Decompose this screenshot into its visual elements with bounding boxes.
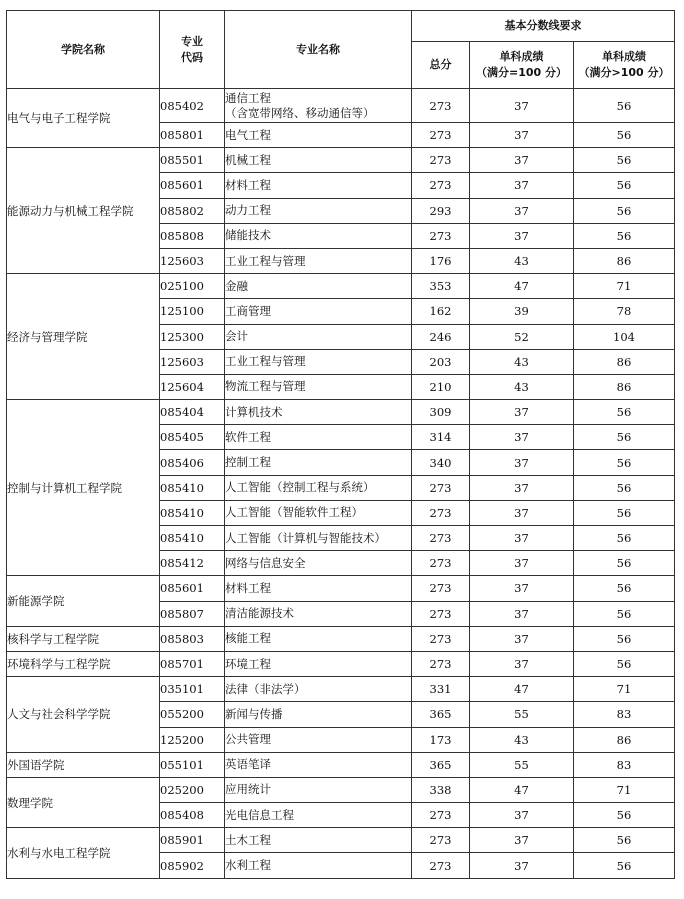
single-100plus-score-cell: 86 [574, 349, 675, 374]
table-row [7, 274, 675, 299]
college-cell: 经济与管理学院 [7, 274, 160, 400]
table-body [7, 89, 675, 879]
single-100-score-cell: 37 [470, 853, 574, 878]
single-100plus-score-cell: 56 [574, 576, 675, 601]
major-name: 应用统计 [225, 782, 271, 797]
major-name-cell [225, 374, 412, 399]
total-score-cell: 273 [412, 173, 470, 198]
major-name-cell [225, 526, 412, 551]
single-100-score-cell: 37 [470, 223, 574, 248]
total-score-cell: 273 [412, 551, 470, 576]
total-score-cell: 273 [412, 853, 470, 878]
major-name: 人工智能（控制工程与系统） [225, 480, 375, 495]
single-100-score-cell: 37 [470, 198, 574, 223]
major-code-cell: 085901 [160, 828, 225, 853]
single-100plus-score-cell: 71 [574, 274, 675, 299]
score-line-table [6, 10, 675, 879]
single-100plus-score-cell: 56 [574, 626, 675, 651]
total-score-cell: 365 [412, 702, 470, 727]
table-row [7, 828, 675, 853]
major-name: 材料工程 [225, 177, 271, 192]
major-name: 通信工程 [225, 90, 271, 105]
single-100plus-score-cell: 56 [574, 173, 675, 198]
total-score-cell: 273 [412, 123, 470, 148]
major-name: 电气工程 [225, 127, 271, 142]
total-score-cell: 338 [412, 777, 470, 802]
major-name: 储能技术 [225, 228, 271, 243]
major-name-cell [225, 248, 412, 273]
major-code-cell: 085501 [160, 148, 225, 173]
major-code-cell: 125603 [160, 248, 225, 273]
major-code-cell: 085801 [160, 123, 225, 148]
major-code-cell: 055101 [160, 752, 225, 777]
single-100-score-cell: 55 [470, 752, 574, 777]
major-name-cell [225, 349, 412, 374]
major-name-cell [225, 727, 412, 752]
table-row [7, 148, 675, 173]
major-name: 人工智能（计算机与智能技术） [225, 530, 386, 545]
major-name-cell [225, 400, 412, 425]
major-code-cell: 085601 [160, 576, 225, 601]
single-100-score-cell: 37 [470, 500, 574, 525]
single-100-score-cell: 37 [470, 576, 574, 601]
major-name: 材料工程 [225, 580, 271, 595]
major-name-cell [225, 853, 412, 878]
total-score-cell: 162 [412, 299, 470, 324]
major-name: 机械工程 [225, 152, 271, 167]
single-100-score-cell: 37 [470, 526, 574, 551]
major-code-cell: 085412 [160, 551, 225, 576]
major-code-cell: 035101 [160, 677, 225, 702]
major-name-cell [225, 299, 412, 324]
single-100-score-cell: 55 [470, 702, 574, 727]
major-name: 软件工程 [225, 429, 271, 444]
total-score-cell: 331 [412, 677, 470, 702]
single-100plus-score-cell: 56 [574, 123, 675, 148]
college-cell: 环境科学与工程学院 [7, 651, 160, 676]
major-name-cell [225, 198, 412, 223]
major-name: 动力工程 [225, 203, 271, 218]
single-100-score-cell: 37 [470, 148, 574, 173]
major-name-cell [225, 803, 412, 828]
single-100-score-cell: 39 [470, 299, 574, 324]
major-name-cell [225, 551, 412, 576]
college-cell: 外国语学院 [7, 752, 160, 777]
total-score-cell: 273 [412, 803, 470, 828]
single-100-score-cell: 43 [470, 349, 574, 374]
major-name: 工业工程与管理 [225, 354, 306, 369]
major-code-cell: 085410 [160, 526, 225, 551]
single-100-score-cell: 37 [470, 601, 574, 626]
single-100-score-cell: 37 [470, 425, 574, 450]
single-100-score-cell: 37 [470, 828, 574, 853]
single-100-score-cell: 43 [470, 374, 574, 399]
table-row [7, 777, 675, 802]
college-cell: 新能源学院 [7, 576, 160, 626]
single-100-header-line2: （满分=100 分） [475, 66, 567, 79]
single-100-score-cell: 37 [470, 475, 574, 500]
major-name-cell [225, 475, 412, 500]
single-100plus-header-line1: 单科成绩 [602, 50, 646, 63]
single-100plus-header-line2: （满分>100 分） [578, 66, 670, 79]
total-score-cell: 340 [412, 450, 470, 475]
major-name-cell [225, 752, 412, 777]
total-score-cell: 273 [412, 601, 470, 626]
table-row [7, 752, 675, 777]
single-100-score-cell: 43 [470, 248, 574, 273]
major-name: 网络与信息安全 [225, 555, 306, 570]
total-score-cell: 273 [412, 89, 470, 123]
single-100-score-cell: 37 [470, 89, 574, 123]
major-name: 工业工程与管理 [225, 253, 306, 268]
single-100plus-score-cell: 71 [574, 677, 675, 702]
major-name-cell [225, 828, 412, 853]
major-name-cell [225, 450, 412, 475]
major-name: 金融 [225, 278, 248, 293]
total-score-cell: 246 [412, 324, 470, 349]
single-100plus-score-cell: 56 [574, 475, 675, 500]
total-score-cell: 273 [412, 828, 470, 853]
major-code-cell: 085408 [160, 803, 225, 828]
total-score-cell: 210 [412, 374, 470, 399]
total-score-cell: 273 [412, 626, 470, 651]
single-100-score-cell: 37 [470, 123, 574, 148]
single-100plus-score-cell: 56 [574, 500, 675, 525]
major-code-cell: 125200 [160, 727, 225, 752]
major-name: 人工智能（智能软件工程） [225, 505, 363, 520]
college-cell: 核科学与工程学院 [7, 626, 160, 651]
major-name: 计算机技术 [225, 404, 283, 419]
major-code-cell: 125100 [160, 299, 225, 324]
major-name-cell [225, 223, 412, 248]
major-name-cell [225, 89, 412, 123]
major-name-cell [225, 576, 412, 601]
college-cell: 水利与水电工程学院 [7, 828, 160, 878]
total-score-cell: 309 [412, 400, 470, 425]
major-code-cell: 125300 [160, 324, 225, 349]
major-name: 环境工程 [225, 656, 271, 671]
college-cell: 电气与电子工程学院 [7, 89, 160, 148]
total-score-cell: 273 [412, 223, 470, 248]
table-row [7, 576, 675, 601]
single-100-score-cell: 47 [470, 777, 574, 802]
total-score-cell: 273 [412, 526, 470, 551]
code-header-line1: 专业 [181, 34, 203, 48]
total-score-cell: 293 [412, 198, 470, 223]
major-name: 控制工程 [225, 455, 271, 470]
table-row [7, 651, 675, 676]
single-100-score-cell: 47 [470, 274, 574, 299]
major-name-cell [225, 702, 412, 727]
total-score-cell: 353 [412, 274, 470, 299]
major-name-cell [225, 601, 412, 626]
single-100plus-score-cell: 71 [574, 777, 675, 802]
major-code-cell: 025100 [160, 274, 225, 299]
major-name-cell [225, 425, 412, 450]
single-100-score-cell: 37 [470, 551, 574, 576]
single-100-score-cell: 37 [470, 626, 574, 651]
major-name-note: （含宽带网络、移动通信等） [225, 105, 375, 120]
major-name-cell [225, 500, 412, 525]
college-cell: 数理学院 [7, 777, 160, 827]
code-header-line2: 代码 [181, 50, 203, 64]
code-header [160, 11, 225, 89]
major-name: 法律（非法学） [225, 681, 306, 696]
major-code-cell: 085402 [160, 89, 225, 123]
single-100-score-cell: 37 [470, 450, 574, 475]
major-name: 公共管理 [225, 732, 271, 747]
single-100-header [470, 42, 574, 89]
major-name: 会计 [225, 329, 248, 344]
major-header: 专业名称 [225, 11, 412, 89]
table-row [7, 626, 675, 651]
single-100plus-score-cell: 86 [574, 727, 675, 752]
single-100plus-score-cell: 56 [574, 198, 675, 223]
college-cell: 人文与社会科学学院 [7, 677, 160, 753]
total-score-cell: 273 [412, 576, 470, 601]
major-name-cell [225, 148, 412, 173]
single-100plus-score-cell: 56 [574, 551, 675, 576]
major-code-cell: 085808 [160, 223, 225, 248]
single-100plus-score-cell: 86 [574, 374, 675, 399]
college-header: 学院名称 [7, 11, 160, 89]
single-100plus-score-cell: 56 [574, 223, 675, 248]
single-100-score-cell: 47 [470, 677, 574, 702]
total-score-cell: 273 [412, 148, 470, 173]
major-code-cell: 085404 [160, 400, 225, 425]
single-100plus-score-cell: 56 [574, 828, 675, 853]
single-100plus-score-cell: 78 [574, 299, 675, 324]
major-code-cell: 085701 [160, 651, 225, 676]
single-100-score-cell: 37 [470, 400, 574, 425]
single-100-score-cell: 37 [470, 803, 574, 828]
total-score-cell: 203 [412, 349, 470, 374]
total-header: 总分 [412, 42, 470, 89]
table-header [7, 11, 675, 89]
major-name: 土木工程 [225, 832, 271, 847]
college-cell: 能源动力与机械工程学院 [7, 148, 160, 274]
major-code-cell: 125604 [160, 374, 225, 399]
single-100-score-cell: 37 [470, 651, 574, 676]
major-code-cell: 125603 [160, 349, 225, 374]
major-name: 新闻与传播 [225, 706, 283, 721]
single-100plus-score-cell: 56 [574, 425, 675, 450]
major-code-cell: 085410 [160, 500, 225, 525]
single-100-header-line1: 单科成绩 [499, 50, 544, 63]
total-score-cell: 314 [412, 425, 470, 450]
table-row [7, 89, 675, 123]
score-group-header: 基本分数线要求 [412, 11, 675, 42]
single-100plus-score-cell: 56 [574, 526, 675, 551]
major-name: 英语笔译 [225, 757, 271, 772]
major-name-cell [225, 274, 412, 299]
single-100plus-score-cell: 56 [574, 853, 675, 878]
major-code-cell: 085802 [160, 198, 225, 223]
single-100plus-score-cell: 86 [574, 248, 675, 273]
single-100plus-score-cell: 56 [574, 601, 675, 626]
single-100-score-cell: 52 [470, 324, 574, 349]
major-name-cell [225, 324, 412, 349]
single-100plus-score-cell: 56 [574, 450, 675, 475]
major-name-cell [225, 123, 412, 148]
single-100plus-score-cell: 104 [574, 324, 675, 349]
single-100plus-score-cell: 56 [574, 803, 675, 828]
total-score-cell: 273 [412, 500, 470, 525]
college-cell: 控制与计算机工程学院 [7, 400, 160, 576]
major-code-cell: 055200 [160, 702, 225, 727]
major-code-cell: 085410 [160, 475, 225, 500]
major-name: 水利工程 [225, 858, 271, 873]
major-name-cell [225, 677, 412, 702]
major-name: 物流工程与管理 [225, 379, 306, 394]
major-name: 清洁能源技术 [225, 606, 294, 621]
single-100plus-score-cell: 56 [574, 89, 675, 123]
single-100plus-score-cell: 56 [574, 148, 675, 173]
single-100-score-cell: 37 [470, 173, 574, 198]
single-100plus-score-cell: 83 [574, 752, 675, 777]
major-code-cell: 085601 [160, 173, 225, 198]
major-name: 光电信息工程 [225, 807, 294, 822]
major-name-cell [225, 173, 412, 198]
major-code-cell: 085902 [160, 853, 225, 878]
major-name-cell [225, 777, 412, 802]
total-score-cell: 273 [412, 475, 470, 500]
single-100plus-score-cell: 83 [574, 702, 675, 727]
total-score-cell: 173 [412, 727, 470, 752]
major-name: 工商管理 [225, 303, 271, 318]
major-name-cell [225, 651, 412, 676]
major-code-cell: 085405 [160, 425, 225, 450]
major-code-cell: 085807 [160, 601, 225, 626]
major-code-cell: 025200 [160, 777, 225, 802]
single-100-score-cell: 43 [470, 727, 574, 752]
major-name: 核能工程 [225, 631, 271, 646]
major-code-cell: 085406 [160, 450, 225, 475]
major-code-cell: 085803 [160, 626, 225, 651]
table-row [7, 400, 675, 425]
single-100plus-header [574, 42, 675, 89]
single-100plus-score-cell: 56 [574, 400, 675, 425]
table-row [7, 677, 675, 702]
single-100plus-score-cell: 56 [574, 651, 675, 676]
total-score-cell: 365 [412, 752, 470, 777]
total-score-cell: 273 [412, 651, 470, 676]
major-name-cell [225, 626, 412, 651]
total-score-cell: 176 [412, 248, 470, 273]
